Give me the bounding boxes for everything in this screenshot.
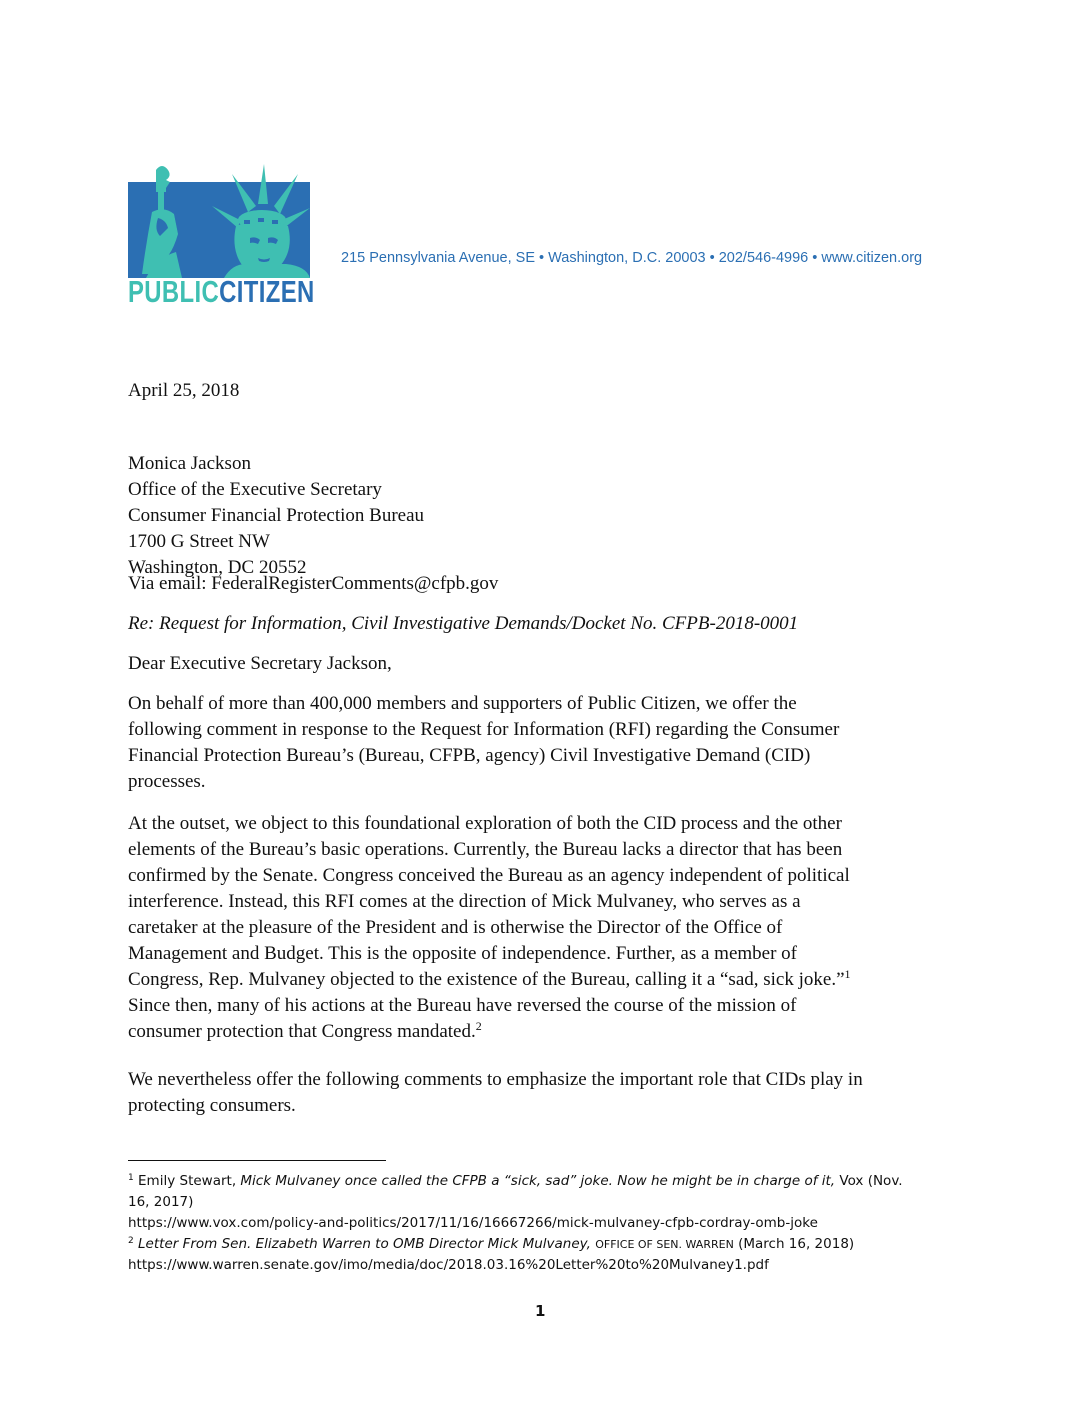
recipient-agency: Consumer Financial Protection Bureau	[128, 505, 425, 526]
body-paragraph-3	[128, 1067, 968, 1119]
logo-wordmark	[128, 276, 315, 308]
footnote-1-line-1	[128, 1171, 903, 1192]
body-paragraph-2	[128, 811, 968, 1045]
footnote-title: Mick Mulvaney once called the CFPB a “sick, sad” joke. Now he might be in charge of it,	[240, 1173, 836, 1189]
recipient-street: 1700 G Street NW	[128, 531, 270, 552]
paragraph-line-text: Congress, Rep. Mulvaney objected to the existence of the Bureau, calling it a “sad, sick joke.”	[128, 969, 845, 990]
paragraph-line: processes.	[128, 771, 206, 792]
footnote-2-url[interactable]: https://www.warren.senate.gov/imo/media/doc/2018.03.16%20Letter%20to%20Mulvaney1.pdf	[128, 1257, 769, 1273]
paragraph-line: caretaker at the pleasure of the President and is otherwise the Director of the Office of	[128, 917, 783, 938]
logo-blue-block	[128, 182, 310, 278]
statue-of-liberty-icon	[128, 160, 310, 278]
paragraph-line: We nevertheless offer the following comments to emphasize the important role that CIDs play in	[128, 1069, 863, 1090]
paragraph-line: Management and Budget. This is the opposite of independence. Further, as a member of	[128, 943, 797, 964]
paragraph-line: Financial Protection Bureau’s (Bureau, CFPB, agency) Civil Investigative Demand (CID)	[128, 745, 811, 766]
page-number: 1	[535, 1302, 546, 1320]
logo-wordmark-public: PUBLIC	[128, 274, 220, 309]
paragraph-line: elements of the Bureau’s basic operations. Currently, the Bureau lacks a director that has been	[128, 839, 843, 860]
paragraph-line: following comment in response to the Request for Information (RFI) regarding the Consumer	[128, 719, 840, 740]
paragraph-line: interference. Instead, this RFI comes at the direction of Mick Mulvaney, who serves as a	[128, 891, 801, 912]
paragraph-line: On behalf of more than 400,000 members and supporters of Public Citizen, we offer the	[128, 693, 797, 714]
footnote-number: 2	[128, 1236, 134, 1246]
letterhead-address: 215 Pennsylvania Avenue, SE • Washington, D.C. 20003 • 202/546-4996 • www.citizen.org	[341, 250, 923, 266]
footnote-1-line-2: 16, 2017)	[128, 1194, 194, 1210]
footnote-ref-2[interactable]: 2	[475, 1019, 482, 1033]
salutation: Dear Executive Secretary Jackson,	[128, 653, 392, 674]
paragraph-line: Since then, many of his actions at the Bureau have reversed the course of the mission of	[128, 995, 797, 1016]
footnote-title: Letter From Sen. Elizabeth Warren to OMB Director Mick Mulvaney,	[138, 1236, 591, 1252]
footnote-number: 1	[128, 1173, 134, 1183]
footnote-1-url[interactable]: https://www.vox.com/policy-and-politics/2017/11/16/16667266/mick-mulvaney-cfpb-cordray-omb-joke	[128, 1215, 818, 1231]
paragraph-line: At the outset, we object to this foundational exploration of both the CID process and the other	[128, 813, 842, 834]
paragraph-line: protecting consumers.	[128, 1095, 296, 1116]
recipient-city: Washington, DC 20552	[128, 557, 307, 578]
recipient-name: Monica Jackson	[128, 453, 251, 474]
paragraph-line-text: consumer protection that Congress mandated.	[128, 1021, 476, 1042]
footnote-divider	[128, 1160, 386, 1161]
logo-wordmark-citizen: CITIZEN	[219, 274, 315, 309]
footnote-date: (March 16, 2018)	[733, 1236, 855, 1252]
paragraph-line-with-footnote	[128, 967, 968, 993]
subject-line: Re: Request for Information, Civil Investigative Demands/Docket No. CFPB-2018-0001	[128, 613, 799, 634]
footnote-author: Emily Stewart,	[138, 1173, 241, 1189]
letter-date: April 25, 2018	[128, 380, 240, 401]
footnotes-section	[128, 1171, 903, 1276]
footnote-source: WARREN	[685, 1238, 734, 1251]
footnote-ref-1[interactable]: 1	[844, 967, 851, 981]
body-paragraph-1	[128, 691, 968, 795]
footnote-source: Vox (Nov.	[835, 1173, 903, 1189]
paragraph-line-with-footnote	[128, 1019, 968, 1045]
footnote-source: OFFICE OF SEN.	[595, 1238, 686, 1251]
via-email-line: Via email: FederalRegisterComments@cfpb.gov	[128, 573, 499, 594]
recipient-address-block	[128, 451, 424, 581]
footnote-2-line-1	[128, 1234, 903, 1255]
recipient-office: Office of the Executive Secretary	[128, 479, 382, 500]
public-citizen-logo	[128, 162, 315, 309]
paragraph-line: confirmed by the Senate. Congress conceived the Bureau as an agency independent of political	[128, 865, 850, 886]
